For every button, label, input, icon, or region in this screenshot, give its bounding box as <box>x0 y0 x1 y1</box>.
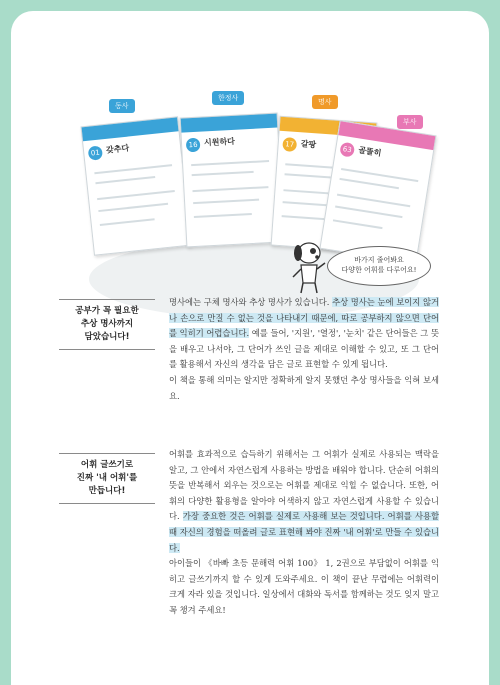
book-page <box>11 11 489 685</box>
card-word: 시원하다 <box>203 136 236 148</box>
divider <box>59 299 155 300</box>
heading-line: 추상 명사까지 <box>80 319 134 329</box>
section-2-body <box>169 447 439 619</box>
tag-adverb: 부사 <box>397 115 423 129</box>
heading-line: 만듭니다! <box>88 486 126 496</box>
divider <box>59 349 155 350</box>
highlighted-text: 추상 명사는 눈에 보이지 않거나 손으로 만질 수 없는 것을 나타내기 때문에, 따로 공부하지 않으면 단어를 익히기 어렵습니다. <box>169 297 440 339</box>
tag-determiner: 한정사 <box>212 91 244 105</box>
heading-line: 진짜 '내 어휘'를 <box>76 473 138 483</box>
heading-line: 담았습니다! <box>84 332 130 342</box>
speech-line-1: 바가지 줄어봐요 <box>354 256 404 264</box>
card-word: 골똘히 <box>357 145 382 158</box>
paragraph: 이 책을 통해 의미는 알지만 정확하게 알지 못했던 추상 명사들을 익혀 보세요. <box>169 374 439 401</box>
divider <box>59 453 155 454</box>
card-2: 16 시원하다 <box>180 113 285 248</box>
section-1-body <box>169 295 439 404</box>
text-run: 예를 들어, '지원', '열정', '눈치' 같은 단어들은 그 뜻을 배우고 나서야, 그 단어가 쓰인 글을 제대로 이해할 수 있고, 또 그 단어를 활용해서 자신의 생각을 담은 글로 표현할 수 있게 됩니다. <box>169 328 439 370</box>
paragraph <box>169 447 439 556</box>
section-1-heading <box>59 299 155 350</box>
card-3: 17 갈팡 <box>271 116 378 253</box>
tag-noun: 명사 <box>312 95 338 109</box>
divider <box>59 503 155 504</box>
speech-bubble <box>327 246 431 286</box>
card-word: 갈팡 <box>300 139 317 150</box>
card-1: 01 갖추다 <box>80 116 191 256</box>
heading-line: 공부가 꼭 필요한 <box>75 306 139 316</box>
heading-line: 어휘 글쓰기로 <box>80 460 134 470</box>
dog-mascot-icon <box>289 239 329 299</box>
section-2-heading <box>59 453 155 504</box>
card-4: 63 골똘히 <box>319 120 436 264</box>
workbook-illustration <box>79 89 429 289</box>
text-run: 명사에는 구체 명사와 추상 명사가 있습니다. <box>169 297 333 307</box>
tag-verb: 동사 <box>109 99 135 113</box>
highlighted-text: 가장 중요한 것은 어휘를 실제로 사용해 보는 것입니다. 어휘를 사용할 때 자신의 경험을 떠올려 글로 표현해 봐야 진짜 '내 어휘'로 만들 수 있습니다. <box>169 511 439 553</box>
text-run: 어휘를 효과적으로 습득하기 위해서는 그 어휘가 실제로 사용되는 맥락을 알고, 그 안에서 자연스럽게 사용하는 방법을 배워야 합니다. 단순히 어휘의 뜻을 반복해서 외우는 것으로는 어휘를 제대로 익힐 수 없습니다. 또한, 어휘의 다양한 활용형을 알아야 어색하지 않고 자연스럽게 사용할 수 있습니다. <box>169 449 439 522</box>
speech-line-2: 다양한 어휘를 다루어요! <box>341 266 417 274</box>
card-word: 갖추다 <box>105 143 130 155</box>
paragraph <box>169 295 439 373</box>
paragraph: 아이들이 《바빠 초등 문해력 어휘 100》 1, 2권으로 부담없이 어휘를 익히고 글쓰기까지 할 수 있게 도와주세요. 이 책이 끝난 무렵에는 어휘력이 크게 자라 있을 것입니다. 일상에서 대화와 독서를 함께하는 것도 잊지 말고 꼭 챙겨 주세요! <box>169 558 439 615</box>
